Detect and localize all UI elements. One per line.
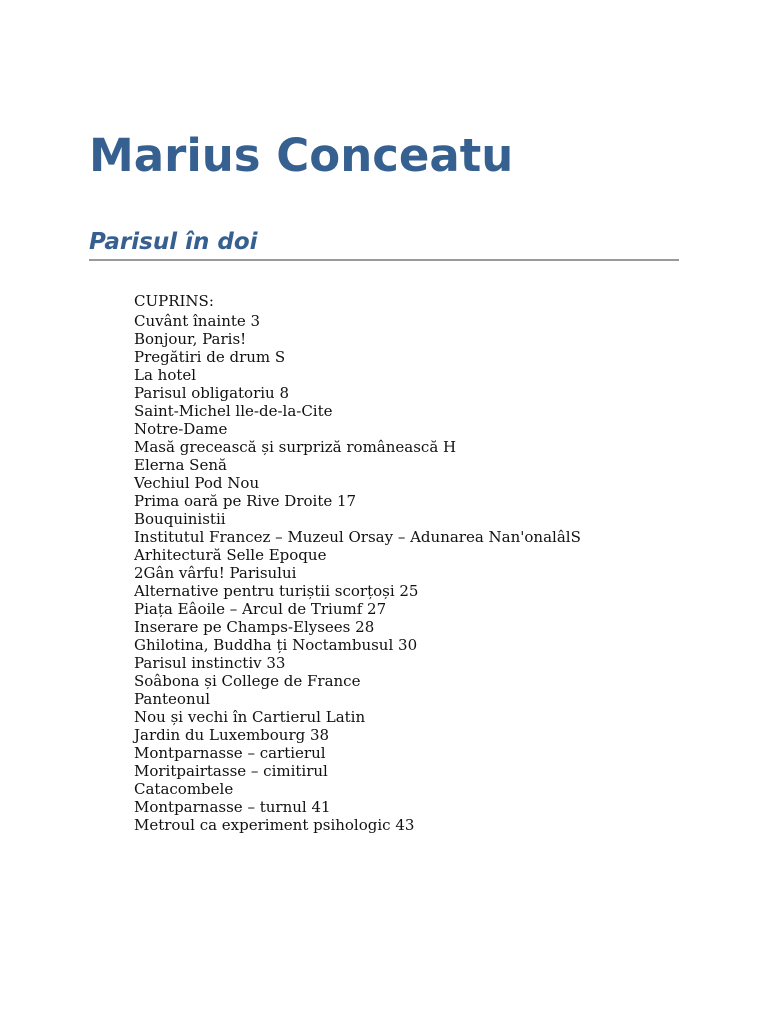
toc-entry: Parisul obligatoriu 8 (134, 384, 290, 402)
title-underline-divider (89, 259, 679, 261)
toc-entry: Metroul ca experiment psihologic 43 (134, 816, 415, 834)
toc-entry: Jardin du Luxembourg 38 (134, 726, 330, 744)
toc-entry: Ghilotina, Buddha ți Noctambusul 30 (134, 636, 418, 654)
toc-entry: Pregătiri de drum S (134, 348, 286, 366)
toc-entry: Vechiul Pod Nou (134, 474, 260, 492)
toc-heading: CUPRINS: (134, 292, 214, 310)
toc-entry: Bouquinistii (134, 510, 226, 528)
toc-entry: Institutul Francez – Muzeul Orsay – Adunarea Nan'onalâlS (134, 528, 581, 546)
toc-entry: Montparnasse – cartierul (134, 744, 326, 762)
toc-entry: Notre-Dame (134, 420, 228, 438)
toc-entry: Catacombele (134, 780, 234, 798)
toc-entry: La hotel (134, 366, 197, 384)
toc-entry: Nou și vechi în Cartierul Latin (134, 708, 366, 726)
toc-entry: Parisul instinctiv 33 (134, 654, 286, 672)
book-title: Parisul în doi (89, 229, 258, 255)
toc-entry: Masă grecească și surpriză românească H (134, 438, 457, 456)
author-name: Marius Conceatu (89, 129, 514, 182)
toc-entry: Arhitectură Selle Epoque (134, 546, 327, 564)
toc-entry: Inserare pe Champs-Elysees 28 (134, 618, 375, 636)
toc-entry: Soâbona și College de France (134, 672, 361, 690)
toc-entry: Prima oară pe Rive Droite 17 (134, 492, 357, 510)
toc-entry: Panteonul (134, 690, 211, 708)
toc-entry: Montparnasse – turnul 41 (134, 798, 331, 816)
toc-entry: Elerna Senă (134, 456, 227, 474)
toc-entry: Saint-Michel lle-de-la-Cite (134, 402, 333, 420)
toc-entry: Alternative pentru turiștii scorțoși 25 (134, 582, 419, 600)
toc-entry: Moritpairtasse – cimitirul (134, 762, 328, 780)
table-of-contents (134, 312, 581, 834)
toc-entry: Bonjour, Paris! (134, 330, 247, 348)
toc-entry: Cuvânt înainte 3 (134, 312, 261, 330)
toc-entry: Piața Eâoile – Arcul de Triumf 27 (134, 600, 387, 618)
toc-entry: 2Gân vârfu! Parisului (134, 564, 297, 582)
